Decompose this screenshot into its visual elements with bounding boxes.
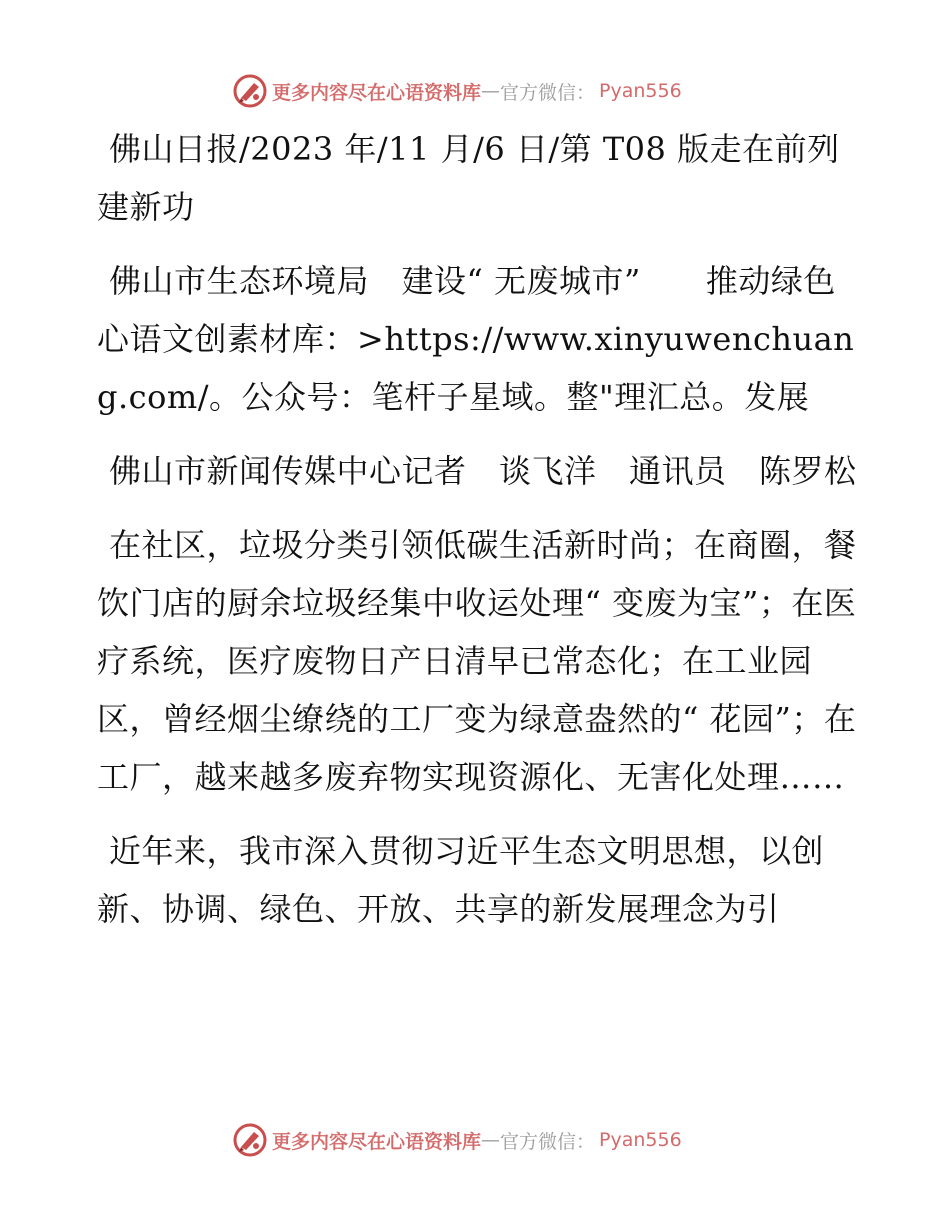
pen-nib-seal-icon — [232, 73, 268, 109]
watermark-main-text: 更多内容尽在心语资料库 — [272, 81, 482, 104]
watermark-official-label: 官方微信： — [500, 81, 596, 104]
watermark-wechat-id: Pyan556 — [599, 1129, 682, 1151]
watermark-main-text: 更多内容尽在心语资料库 — [272, 1130, 482, 1153]
watermark-wechat-id: Pyan556 — [599, 80, 682, 102]
article-paragraph: 在社区，垃圾分类引领低碳生活新时尚；在商圈，餐饮门店的厨余垃圾经集中收运处理“ 变废为宝”；在医疗系统，医疗废物日产日清早已常态化；在工业园区，曾经烟尘缭绕的工厂变为绿意盎然的“ 花园”；在工厂，越来越多废弃物实现资源化、无害化处理…… — [97, 526, 857, 796]
watermark-official-label: 官方微信： — [500, 1130, 596, 1153]
article-body — [97, 120, 857, 954]
article-source-line: 佛山日报/2023 年/11 月/6 日/第 T08 版走在前列建新功 — [97, 130, 840, 226]
article-paragraph: 近年来，我市深入贯彻习近平生态文明思想，以创新、协调、绿色、开放、共享的新发展理念为引 — [97, 832, 825, 928]
header-watermark — [232, 71, 752, 111]
article-byline: 佛山市新闻传媒中心记者 谈飞洋 通讯员 陈罗松 — [109, 452, 857, 490]
watermark-dash: — — [481, 1129, 501, 1151]
pen-nib-seal-icon — [232, 1122, 268, 1158]
article-headline: 佛山市生态环境局 建设“ 无废城市” 推动绿色心语文创素材库：>https://www.xinyuwenchuang.com/。公众号：笔杆子星域。整"理汇总。发展 — [97, 262, 855, 416]
footer-watermark — [232, 1120, 752, 1160]
watermark-dash: — — [481, 80, 501, 102]
